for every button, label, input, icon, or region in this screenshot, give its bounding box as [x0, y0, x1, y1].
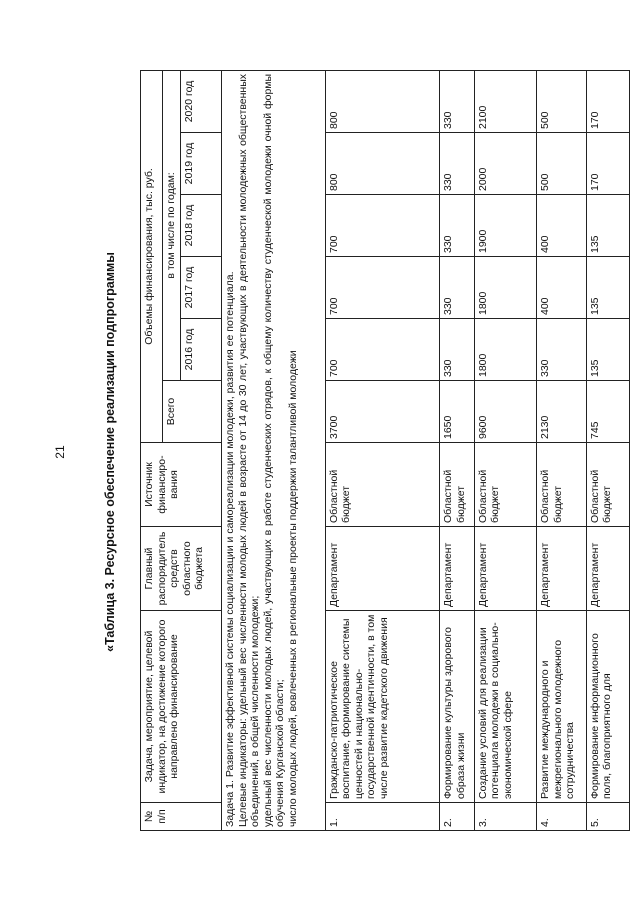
row-manager: Департамент: [474, 527, 537, 611]
page-number: 21: [53, 445, 67, 459]
row-num: 1.: [325, 803, 439, 831]
row-y2016: 330: [440, 319, 475, 381]
row-num: 5.: [586, 803, 629, 831]
row-y2018: 1900: [474, 195, 537, 257]
row-y2019: 2000: [474, 133, 537, 195]
row-source: Областной бюджет: [474, 443, 537, 527]
task-description: [222, 70, 326, 830]
row-y2017: 330: [440, 257, 475, 319]
row-total: 9600: [474, 381, 537, 443]
header-year: 2016 год: [181, 319, 222, 381]
row-y2020: 2100: [474, 70, 537, 132]
row-manager: Департамент: [325, 527, 439, 611]
row-total: 3700: [325, 381, 439, 443]
table-title: «Таблица 3. Ресурсное обеспечение реализации подпрограммы: [103, 252, 117, 652]
header-source: Источник финансиро-вания: [141, 443, 222, 527]
row-y2019: 800: [325, 133, 439, 195]
row-y2018: 330: [440, 195, 475, 257]
row-y2016: 700: [325, 319, 439, 381]
row-source: Областной бюджет: [440, 443, 475, 527]
row-source: Областной бюджет: [537, 443, 587, 527]
row-y2019: 500: [537, 133, 587, 195]
header-total: Всего: [162, 381, 222, 443]
row-y2017: 1800: [474, 257, 537, 319]
row-manager: Департамент: [586, 527, 629, 611]
table-row: [537, 70, 587, 830]
row-y2016: 330: [537, 319, 587, 381]
resource-table-container: [140, 71, 630, 831]
row-manager: Департамент: [537, 527, 587, 611]
row-total: 745: [586, 381, 629, 443]
header-volume: Объемы финансирования, тыс. руб.: [141, 70, 163, 442]
task-text: число молодых людей, вовлеченных в региональные проекты поддержки талантливой молодежи: [286, 350, 299, 827]
row-source: Областной бюджет: [325, 443, 439, 527]
header-by-year: в том числе по годам:: [162, 70, 181, 380]
row-y2017: 400: [537, 257, 587, 319]
row-name: Формирование информационного поля, благоприятного для: [586, 611, 629, 803]
resource-table: [140, 70, 630, 831]
row-y2017: 135: [586, 257, 629, 319]
row-y2016: 1800: [474, 319, 537, 381]
row-manager: Департамент: [440, 527, 475, 611]
task-text: Целевые индикаторы: удельный вес численности молодых людей в возрасте от 14 до 30 лет, участвующих в деятельности молодежных общественных объединений, в общей численности молодежи;: [236, 73, 262, 827]
table-row: [586, 70, 629, 830]
row-num: 4.: [537, 803, 587, 831]
row-y2018: 400: [537, 195, 587, 257]
row-name: Гражданско-патриотическое воспитание, формирование системы ценностей и национально-государственной идентичности, в том числе развитие кадетского движения: [325, 611, 439, 803]
task-row: [222, 70, 326, 830]
header-manager: Главный распорядитель средств областного бюджета: [141, 527, 222, 611]
row-y2020: 500: [537, 70, 587, 132]
row-y2020: 800: [325, 70, 439, 132]
row-name: Формирование культуры здорового образа жизни: [440, 611, 475, 803]
row-total: 1650: [440, 381, 475, 443]
table-row: [440, 70, 475, 830]
row-y2019: 170: [586, 133, 629, 195]
row-source: Областной бюджет: [586, 443, 629, 527]
header-year: 2020 год: [181, 70, 222, 132]
header-year: 2019 год: [181, 133, 222, 195]
task-text: удельный вес численности молодых людей, участвующих в работе студенческих отрядов, к общему количеству студенческой молодежи очной формы обучения Курганской области;: [261, 73, 287, 827]
row-y2017: 700: [325, 257, 439, 319]
row-num: 3.: [474, 803, 537, 831]
row-num: 2.: [440, 803, 475, 831]
row-y2019: 330: [440, 133, 475, 195]
header-year: 2018 год: [181, 195, 222, 257]
row-name: Развитие международного и межрегионального молодежного сотрудничества: [537, 611, 587, 803]
task-text: Задача 1. Развитие эффективной системы социализации и самореализации молодежи, развития ее потенциала.: [224, 271, 237, 827]
header-task: Задача, мероприятие, целевой индикатор, на достижение которого направлено финансирование: [141, 611, 222, 803]
row-name: Создание условий для реализации потенциала молодежи в социально-экономической сфере: [474, 611, 537, 803]
header-row: [141, 70, 163, 830]
row-y2016: 135: [586, 319, 629, 381]
table-row: [474, 70, 537, 830]
table-row: [325, 70, 439, 830]
row-total: 2130: [537, 381, 587, 443]
row-y2020: 330: [440, 70, 475, 132]
header-year: 2017 год: [181, 257, 222, 319]
row-y2020: 170: [586, 70, 629, 132]
header-num: № п/п: [141, 803, 222, 831]
row-y2018: 135: [586, 195, 629, 257]
row-y2018: 700: [325, 195, 439, 257]
